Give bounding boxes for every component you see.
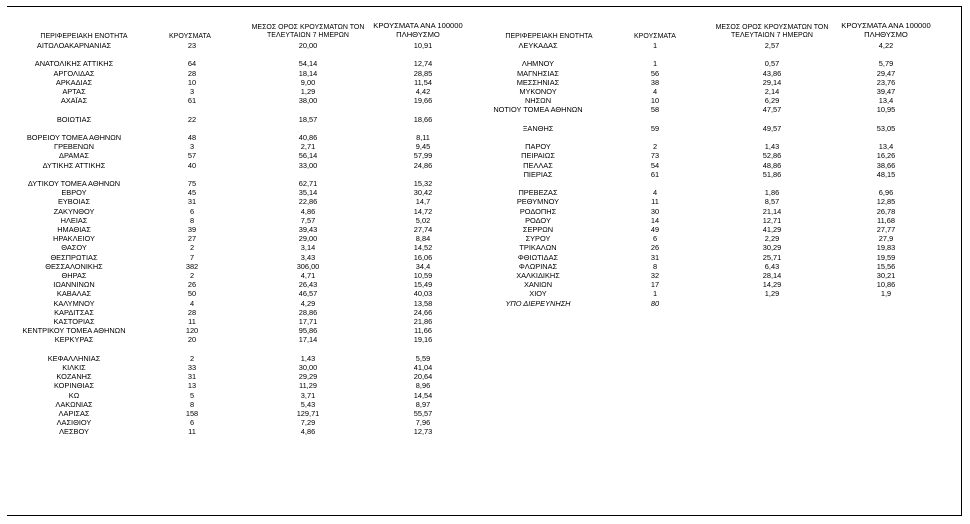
per100k-cell: 15,56: [876, 261, 896, 271]
cases-cell: 30: [650, 206, 660, 216]
cases-cell: 3: [189, 87, 195, 96]
per100k-cell: 24,66: [413, 307, 433, 317]
cases-cell: 5: [189, 390, 195, 400]
cases-cell: 49: [650, 225, 660, 234]
per100k-cell: 10,86: [876, 280, 896, 290]
avg-cell: 26,43: [298, 280, 318, 290]
header-region: ΠΕΡΙΦΕΡΕΙΑΚΗ ΕΝΟΤΗΤΑ: [40, 33, 128, 40]
region-cell: ΔΡΑΜΑΣ: [59, 151, 89, 161]
cases-cell: 58: [650, 105, 660, 115]
region-cell: ΥΠΟ ΔΙΕΡΕΥΝΗΣΗ: [505, 298, 571, 308]
avg-cell: 1,29: [300, 87, 316, 96]
cases-cell: 32: [650, 271, 660, 280]
region-cell: ΕΥΒΟΙΑΣ: [57, 197, 91, 207]
per100k-cell: 14,54: [413, 390, 433, 400]
avg-cell: 129,71: [296, 409, 320, 418]
header-avg-7days-right: [712, 24, 832, 40]
per100k-cell: 12,74: [413, 59, 433, 69]
region-cell: ΚΕΦΑΛΛΗΝΙΑΣ: [47, 353, 101, 363]
cases-cell: 10: [650, 96, 660, 106]
cases-cell: 2: [189, 243, 195, 253]
avg-cell: 1,86: [764, 188, 780, 198]
per100k-cell: 39,47: [876, 87, 896, 96]
avg-cell: 9,00: [300, 77, 316, 87]
avg-cell: 17,14: [298, 335, 318, 345]
per100k-cell: 29,47: [876, 68, 896, 78]
cases-cell: 75: [187, 179, 197, 188]
region-cell: ΛΕΣΒΟΥ: [59, 427, 89, 437]
cases-cell: 61: [650, 169, 660, 179]
cases-cell: 27: [187, 234, 197, 244]
header-per100k-line1: ΚΡΟΥΣΜΑΤΑ ΑΝΑ 100000: [373, 21, 463, 30]
avg-cell: 20,00: [298, 41, 318, 50]
cases-cell: 8: [652, 261, 658, 271]
avg-cell: 8,57: [764, 197, 780, 207]
region-cell: ΚΟΖΑΝΗΣ: [56, 372, 92, 382]
cases-cell: 28: [187, 68, 197, 78]
avg-cell: 11,29: [299, 381, 317, 391]
avg-cell: 1,43: [764, 142, 780, 152]
avg-cell: 47,57: [762, 105, 782, 115]
per100k-cell: 16,26: [876, 151, 896, 161]
region-cell: ΙΩΑΝΝΙΝΩΝ: [53, 280, 95, 290]
region-cell: ΔΥΤΙΚΟΥ ΤΟΜΕΑ ΑΘΗΝΩΝ: [27, 179, 121, 188]
cases-cell: 40: [187, 160, 197, 170]
avg-cell: 4,71: [300, 271, 316, 280]
cases-cell: 4: [189, 298, 195, 308]
cases-cell: 28: [187, 307, 197, 317]
avg-cell: 5,43: [300, 399, 316, 409]
per100k-cell: 27,77: [876, 225, 896, 234]
cases-cell: 2: [189, 353, 195, 363]
per100k-cell: 8,97: [415, 399, 431, 409]
per100k-cell: 27,74: [413, 225, 433, 234]
region-cell: ΘΕΣΠΡΩΤΙΑΣ: [50, 252, 98, 262]
cases-cell: 22: [187, 114, 197, 124]
cases-cell: 45: [187, 188, 197, 198]
cases-cell: 1: [652, 59, 658, 69]
cases-cell: 26: [187, 280, 197, 290]
region-cell: ΑΧΑΪΑΣ: [60, 96, 88, 106]
cases-cell: 158: [185, 409, 199, 418]
per100k-cell: 12,85: [876, 197, 896, 207]
avg-cell: 3,71: [300, 390, 316, 400]
region-cell: ΘΕΣΣΑΛΟΝΙΚΗΣ: [45, 261, 103, 271]
cases-cell: 8: [189, 215, 195, 225]
cases-cell: 382: [185, 261, 199, 271]
per100k-cell: 23,76: [876, 77, 896, 87]
per100k-cell: 13,58: [413, 298, 433, 308]
per100k-cell: 8,96: [415, 381, 431, 391]
region-cell: ΑΡΤΑΣ: [62, 87, 86, 96]
region-cell: ΚΑΒΑΛΑΣ: [56, 289, 92, 299]
avg-cell: 4,86: [300, 206, 316, 216]
avg-cell: 54,14: [298, 59, 318, 69]
avg-cell: 2,71: [300, 142, 316, 152]
region-cell: ΚΟΡΙΝΘΙΑΣ: [53, 381, 95, 391]
region-cell: ΚΑΡΔΙΤΣΑΣ: [54, 307, 94, 317]
cases-cell: 3: [189, 142, 195, 152]
region-cell: ΒΟΡΕΙΟΥ ΤΟΜΕΑ ΑΘΗΝΩΝ: [26, 133, 122, 142]
cases-cell: 11: [651, 197, 659, 207]
header-avg-line1-right: ΜΕΣΟΣ ΟΡΟΣ ΚΡΟΥΣΜΑΤΩΝ ΤΟΝ: [715, 24, 829, 31]
cases-cell: 48: [187, 133, 197, 142]
per100k-cell: 6,96: [878, 188, 894, 198]
per100k-cell: 11,54: [414, 77, 432, 87]
region-cell: ΗΜΑΘΙΑΣ: [57, 225, 91, 234]
per100k-cell: 10,91: [413, 41, 433, 50]
per100k-cell: 16,06: [413, 252, 433, 262]
cases-cell: 4: [652, 188, 658, 198]
region-cell: ΜΕΣΣΗΝΙΑΣ: [516, 77, 560, 87]
per100k-cell: 27,9: [878, 234, 894, 244]
per100k-cell: 41,04: [413, 363, 433, 372]
region-cell: ΞΑΝΘΗΣ: [522, 123, 554, 133]
per100k-cell: 26,78: [876, 206, 896, 216]
avg-cell: 40,86: [298, 133, 318, 142]
avg-cell: 38,00: [298, 96, 318, 106]
cases-cell: 80: [650, 298, 660, 308]
avg-cell: 21,14: [762, 206, 782, 216]
region-cell: ΠΡΕΒΕΖΑΣ: [518, 188, 558, 198]
avg-cell: 0,57: [764, 59, 780, 69]
per100k-cell: 14,72: [413, 206, 433, 216]
per100k-cell: 4,42: [415, 87, 431, 96]
avg-cell: 2,14: [764, 87, 780, 96]
per100k-cell: 15,49: [413, 280, 433, 290]
header-per-100k-right: [826, 21, 946, 39]
per100k-cell: 19,16: [413, 335, 433, 345]
region-cell: ΛΑΚΩΝΙΑΣ: [55, 399, 93, 409]
region-cell: ΔΥΤΙΚΗΣ ΑΤΤΙΚΗΣ: [42, 160, 106, 170]
header-per100k-line2-right: ΠΛΗΘΥΣΜΟ: [864, 30, 908, 39]
avg-cell: 12,71: [762, 215, 782, 225]
per100k-cell: 10,95: [876, 105, 896, 115]
cases-cell: 8: [189, 399, 195, 409]
avg-cell: 2,29: [764, 234, 780, 244]
header-cases: ΚΡΟΥΣΜΑΤΑ: [169, 33, 211, 40]
region-cell: ΧΑΛΚΙΔΙΚΗΣ: [516, 271, 560, 280]
avg-cell: 29,29: [298, 372, 318, 382]
cases-cell: 33: [187, 363, 197, 372]
region-cell: ΠΙΕΡΙΑΣ: [523, 169, 553, 179]
region-cell: ΤΡΙΚΑΛΩΝ: [519, 243, 557, 253]
avg-cell: 1,43: [300, 353, 316, 363]
per100k-cell: 5,59: [415, 353, 431, 363]
avg-cell: 52,86: [762, 151, 782, 161]
header-per-100k: [363, 21, 473, 39]
region-cell: ΘΑΣΟΥ: [61, 243, 87, 253]
header-avg-line1: ΜΕΣΟΣ ΟΡΟΣ ΚΡΟΥΣΜΑΤΩΝ ΤΟΝ: [251, 24, 365, 31]
per100k-cell: 5,79: [878, 59, 894, 69]
cases-cell: 6: [652, 234, 658, 244]
region-cell: ΝΟΤΙΟΥ ΤΟΜΕΑ ΑΘΗΝΩΝ: [493, 105, 583, 115]
per100k-cell: 8,11: [416, 133, 430, 142]
per100k-cell: 38,66: [876, 160, 896, 170]
per100k-cell: 12,73: [413, 427, 433, 437]
region-cell: ΚΩ: [68, 390, 80, 400]
region-cell: ΡΕΘΥΜΝΟΥ: [516, 197, 560, 207]
cases-cell: 26: [650, 243, 660, 253]
per100k-cell: 18,66: [413, 114, 433, 124]
region-cell: ΠΕΙΡΑΙΩΣ: [521, 151, 555, 161]
per100k-cell: 14,52: [413, 243, 433, 253]
cases-cell: 50: [187, 289, 197, 299]
cases-cell: 31: [187, 372, 197, 382]
avg-cell: 4,29: [300, 298, 316, 308]
cases-cell: 31: [187, 197, 197, 207]
region-cell: ΑΡΓΟΛΙΔΑΣ: [53, 68, 95, 78]
avg-cell: 30,00: [298, 363, 318, 372]
per100k-cell: 5,02: [415, 215, 431, 225]
region-cell: ΚΙΛΚΙΣ: [62, 363, 86, 372]
region-cell: ΑΡΚΑΔΙΑΣ: [55, 77, 93, 87]
cases-cell: 61: [187, 96, 197, 106]
avg-cell: 51,86: [762, 169, 782, 179]
avg-cell: 39,43: [298, 225, 318, 234]
cases-cell: 4: [652, 87, 658, 96]
avg-cell: 95,86: [298, 326, 318, 336]
avg-cell: 28,14: [762, 271, 782, 280]
per100k-cell: 40,03: [413, 289, 433, 299]
region-cell: ΛΗΜΝΟΥ: [521, 59, 555, 69]
per100k-cell: 9,45: [415, 142, 431, 152]
avg-cell: 56,14: [298, 151, 318, 161]
region-cell: ΓΡΕΒΕΝΩΝ: [54, 142, 94, 152]
avg-cell: 46,57: [298, 289, 318, 299]
cases-cell: 6: [189, 418, 195, 428]
avg-cell: 48,86: [762, 160, 782, 170]
region-cell: ΛΑΡΙΣΑΣ: [58, 409, 90, 418]
per100k-cell: 13,4: [878, 96, 894, 106]
region-cell: ΗΡΑΚΛΕΙΟΥ: [53, 234, 95, 244]
avg-cell: 6,43: [764, 261, 780, 271]
per100k-cell: 4,22: [878, 41, 894, 50]
region-cell: ΑΙΤΩΛΟΑΚΑΡΝΑΝΙΑΣ: [36, 41, 112, 50]
region-cell: ΘΗΡΑΣ: [61, 271, 87, 280]
per100k-cell: 10,59: [413, 271, 433, 280]
avg-cell: 3,43: [300, 252, 316, 262]
cases-cell: 38: [650, 77, 660, 87]
per100k-cell: 8,84: [415, 234, 431, 244]
region-cell: ΑΝΑΤΟΛΙΚΗΣ ΑΤΤΙΚΗΣ: [34, 59, 114, 69]
region-cell: ΡΟΔΟΥ: [525, 215, 551, 225]
per100k-cell: 19,59: [876, 252, 896, 262]
per100k-cell: 28,85: [413, 68, 433, 78]
avg-cell: 28,86: [298, 307, 318, 317]
avg-cell: 7,57: [300, 215, 316, 225]
cases-cell: 54: [650, 160, 660, 170]
header-avg-7days: [248, 24, 368, 40]
per100k-cell: 15,32: [413, 179, 433, 188]
avg-cell: 4,86: [300, 427, 316, 437]
per100k-cell: 57,99: [413, 151, 433, 161]
region-cell: ΚΕΝΤΡΙΚΟΥ ΤΟΜΕΑ ΑΘΗΝΩΝ: [22, 326, 126, 336]
header-per100k-line2: ΠΛΗΘΥΣΜΟ: [396, 30, 440, 39]
avg-cell: 2,57: [764, 41, 780, 50]
cases-cell: 39: [187, 225, 197, 234]
cases-cell: 11: [188, 427, 196, 437]
avg-cell: 18,14: [298, 68, 318, 78]
region-cell: ΛΑΣΙΘΙΟΥ: [56, 418, 92, 428]
region-cell: ΧΙΟΥ: [529, 289, 547, 299]
per100k-cell: 53,05: [876, 123, 896, 133]
region-cell: ΜΑΓΝΗΣΙΑΣ: [517, 68, 559, 78]
per100k-cell: 55,57: [413, 409, 433, 418]
header-per100k-line1-right: ΚΡΟΥΣΜΑΤΑ ΑΝΑ 100000: [841, 21, 931, 30]
avg-cell: 14,29: [762, 280, 782, 290]
cases-cell: 14: [650, 215, 660, 225]
cases-cell: 73: [650, 151, 660, 161]
per100k-cell: 11,68: [877, 215, 895, 225]
cases-cell: 1: [652, 41, 658, 50]
avg-cell: 18,57: [298, 114, 318, 124]
per100k-cell: 24,86: [413, 160, 433, 170]
header-avg-line2-right: ΤΕΛΕΥΤΑΙΩΝ 7 ΗΜΕΡΩΝ: [731, 32, 813, 39]
region-cell: ΣΕΡΡΩΝ: [522, 225, 554, 234]
cases-cell: 64: [187, 59, 197, 69]
per100k-cell: 7,96: [415, 418, 431, 428]
cases-cell: 2: [189, 271, 195, 280]
region-cell: ΦΘΙΩΤΙΔΑΣ: [517, 252, 559, 262]
region-cell: ΚΑΣΤΟΡΙΑΣ: [53, 317, 95, 326]
cases-cell: 23: [187, 41, 197, 50]
per100k-cell: 1,9: [880, 289, 892, 299]
region-cell: ΧΑΝΙΩΝ: [523, 280, 553, 290]
cases-cell: 120: [185, 326, 199, 336]
cases-cell: 17: [650, 280, 660, 290]
avg-cell: 17,71: [298, 317, 318, 326]
per100k-cell: 13,4: [878, 142, 894, 152]
cases-cell: 6: [189, 206, 195, 216]
per100k-cell: 19,66: [413, 96, 433, 106]
cases-cell: 59: [650, 123, 660, 133]
avg-cell: 43,86: [762, 68, 782, 78]
per100k-cell: 19,83: [876, 243, 896, 253]
cases-cell: 13: [187, 381, 197, 391]
region-cell: ΡΟΔΟΠΗΣ: [519, 206, 557, 216]
per100k-cell: 34,4: [415, 261, 431, 271]
region-cell: ΚΑΛΥΜΝΟΥ: [53, 298, 95, 308]
region-cell: ΣΥΡΟΥ: [525, 234, 551, 244]
region-cell: ΠΕΛΛΑΣ: [523, 160, 553, 170]
cases-cell: 7: [189, 252, 195, 262]
region-cell: ΚΕΡΚΥΡΑΣ: [54, 335, 94, 345]
avg-cell: 35,14: [298, 188, 318, 198]
avg-cell: 1,29: [764, 289, 780, 299]
per100k-cell: 30,42: [413, 188, 433, 198]
avg-cell: 7,29: [300, 418, 316, 428]
region-cell: ΦΛΩΡΙΝΑΣ: [518, 261, 558, 271]
region-cell: ΖΑΚΥΝΘΟΥ: [53, 206, 95, 216]
cases-cell: 1: [652, 289, 658, 299]
avg-cell: 29,00: [298, 234, 318, 244]
header-cases-right: ΚΡΟΥΣΜΑΤΑ: [634, 33, 676, 40]
region-cell: ΛΕΥΚΑΔΑΣ: [518, 41, 558, 50]
region-cell: ΗΛΕΙΑΣ: [60, 215, 88, 225]
per100k-cell: 14,7: [415, 197, 431, 207]
region-cell: ΝΗΣΩΝ: [524, 96, 552, 106]
avg-cell: 29,14: [762, 77, 782, 87]
avg-cell: 62,71: [298, 179, 318, 188]
cases-cell: 56: [650, 68, 660, 78]
region-cell: ΠΑΡΟΥ: [525, 142, 551, 152]
avg-cell: 22,86: [298, 197, 318, 207]
cases-cell: 2: [652, 142, 658, 152]
cases-cell: 10: [187, 77, 197, 87]
region-cell: ΜΥΚΟΝΟΥ: [519, 87, 557, 96]
region-cell: ΒΟΙΩΤΙΑΣ: [56, 114, 92, 124]
avg-cell: 41,29: [762, 225, 782, 234]
cases-cell: 11: [188, 317, 196, 326]
header-avg-line2: ΤΕΛΕΥΤΑΙΩΝ 7 ΗΜΕΡΩΝ: [267, 32, 349, 39]
cases-cell: 20: [187, 335, 197, 345]
cases-cell: 57: [187, 151, 197, 161]
per100k-cell: 11,66: [414, 326, 432, 336]
region-cell: ΕΒΡΟΥ: [61, 188, 87, 198]
per100k-cell: 48,15: [876, 169, 896, 179]
avg-cell: 30,29: [762, 243, 782, 253]
per100k-cell: 30,21: [876, 271, 896, 280]
avg-cell: 25,71: [762, 252, 782, 262]
avg-cell: 306,00: [296, 261, 320, 271]
per100k-cell: 21,86: [413, 317, 433, 326]
cases-cell: 31: [650, 252, 660, 262]
header-region-right: ΠΕΡΙΦΕΡΕΙΑΚΗ ΕΝΟΤΗΤΑ: [505, 33, 593, 40]
avg-cell: 6,29: [764, 96, 780, 106]
avg-cell: 3,14: [300, 243, 316, 253]
avg-cell: 49,57: [762, 123, 782, 133]
per100k-cell: 20,64: [413, 372, 433, 382]
avg-cell: 33,00: [298, 160, 318, 170]
